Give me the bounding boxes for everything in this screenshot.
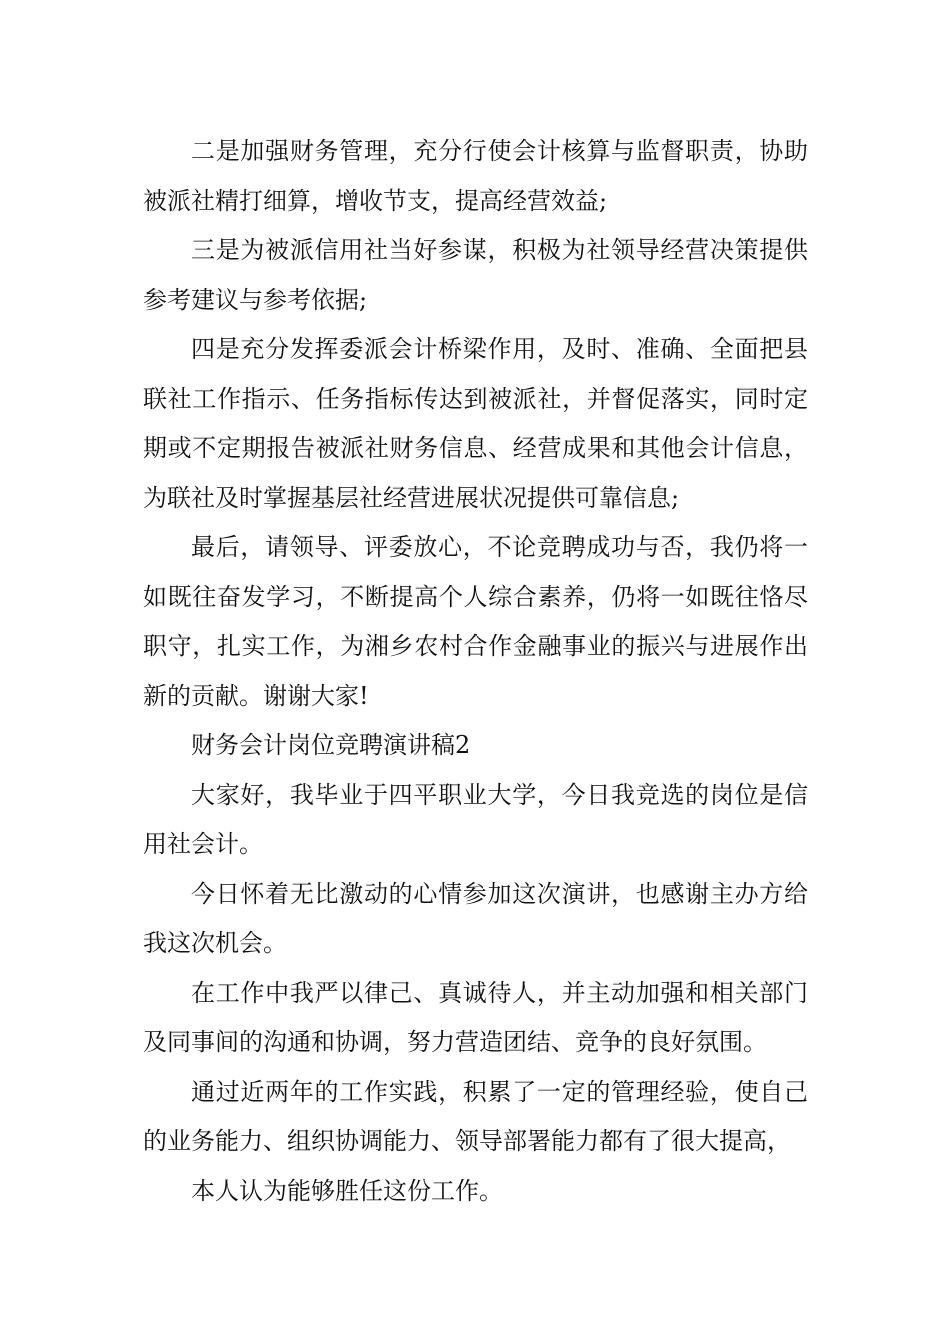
section-title: 财务会计岗位竞聘演讲稿2 [191, 731, 471, 759]
document-body [143, 127, 808, 1216]
paragraph-advisor-role: 三是为被派信用社当好参谋，积极为社领导经营决策提供参考建议与参考依据; [143, 236, 808, 314]
paragraph-bridge-role: 四是充分发挥委派会计桥梁作用，及时、准确、全面把县联社工作指示、任务指标传达到被派社，并督促落实，同时定期或不定期报告被派社财务信息、经营成果和其他会计信息，为联社及时掌握基层社经营进展状况提供可靠信息; [143, 335, 808, 512]
paragraph-gratitude: 今日怀着无比激动的心情参加这次演讲，也感谢主办方给我这次机会。 [143, 879, 808, 957]
paragraph-closing-thanks: 最后，请领导、评委放心，不论竞聘成功与否，我仍将一如既往奋发学习，不断提高个人综合素养，仍将一如既往恪尽职守，扎实工作，为湘乡农村合作金融事业的振兴与进展作出新的贡献。谢谢大家! [143, 533, 808, 710]
paragraph-experience: 通过近两年的工作实践，积累了一定的管理经验，使自己的业务能力、组织协调能力、领导部署能力都有了很大提高， [143, 1077, 808, 1155]
paragraph-competence: 本人认为能够胜任这份工作。 [191, 1176, 503, 1205]
paragraph-greeting: 大家好，我毕业于四平职业大学，今日我竞选的岗位是信用社会计。 [143, 780, 808, 858]
paragraph-financial-management: 二是加强财务管理，充分行使会计核算与监督职责，协助被派社精打细算，增收节支，提高经营效益; [143, 137, 808, 215]
paragraph-work-attitude: 在工作中我严以律己、真诚待人，并主动加强和相关部门及同事间的沟通和协调，努力营造团结、竞争的良好氛围。 [143, 978, 808, 1056]
